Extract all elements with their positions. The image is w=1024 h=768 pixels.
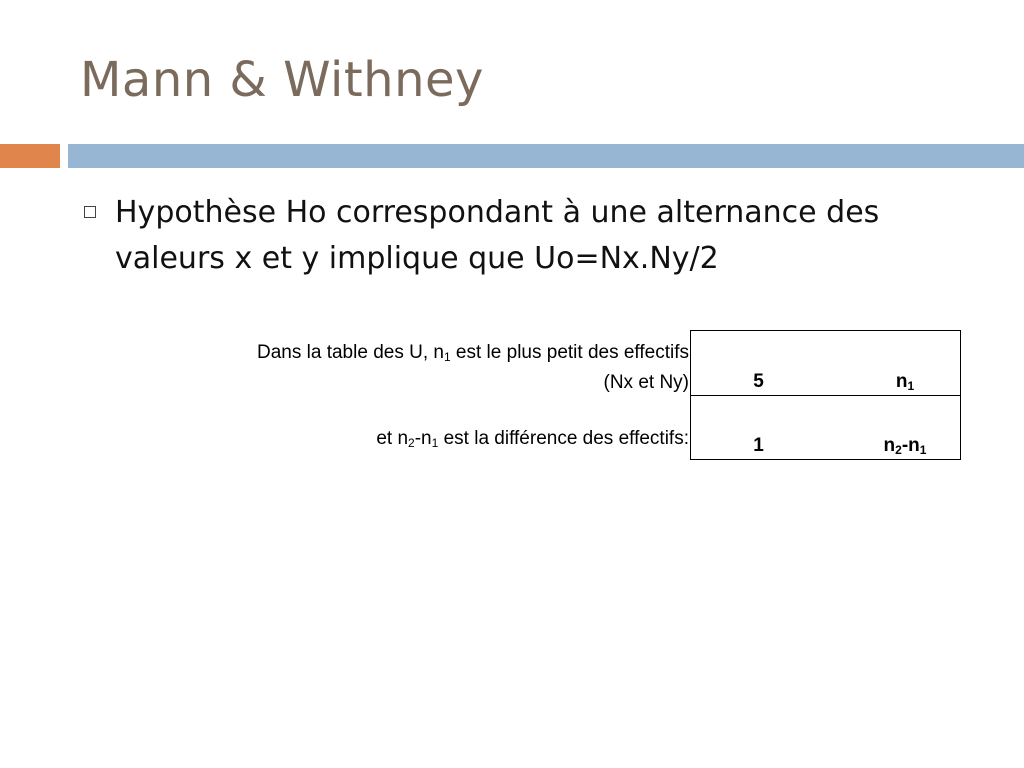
row1-label: Dans la table des U, $n_1$ est le plus petit des effectifs (Nx et Ny) (257, 342, 689, 393)
row2-value: 1 (691, 396, 827, 460)
row2-symbol: $n_2-n_1$ (826, 396, 961, 460)
bullet-text: Hypothèse Ho correspondant à une alternance des valeurs x et y implique que Uo=Nx.Ny/2 (115, 195, 880, 276)
row1-symbol: $n_1$ (895, 371, 915, 393)
accent-bar-orange (0, 144, 60, 168)
table-row (691, 396, 961, 460)
row2-label: et $n_2-n_1$ est la différence des effectifs: (376, 428, 689, 450)
accent-bar-blue (68, 144, 1024, 168)
table-row (691, 331, 961, 396)
bullet-square-icon (84, 206, 96, 218)
values-table (690, 330, 961, 460)
slide-title: Mann & Withney (80, 52, 484, 108)
row1-value: 5 (753, 371, 764, 392)
